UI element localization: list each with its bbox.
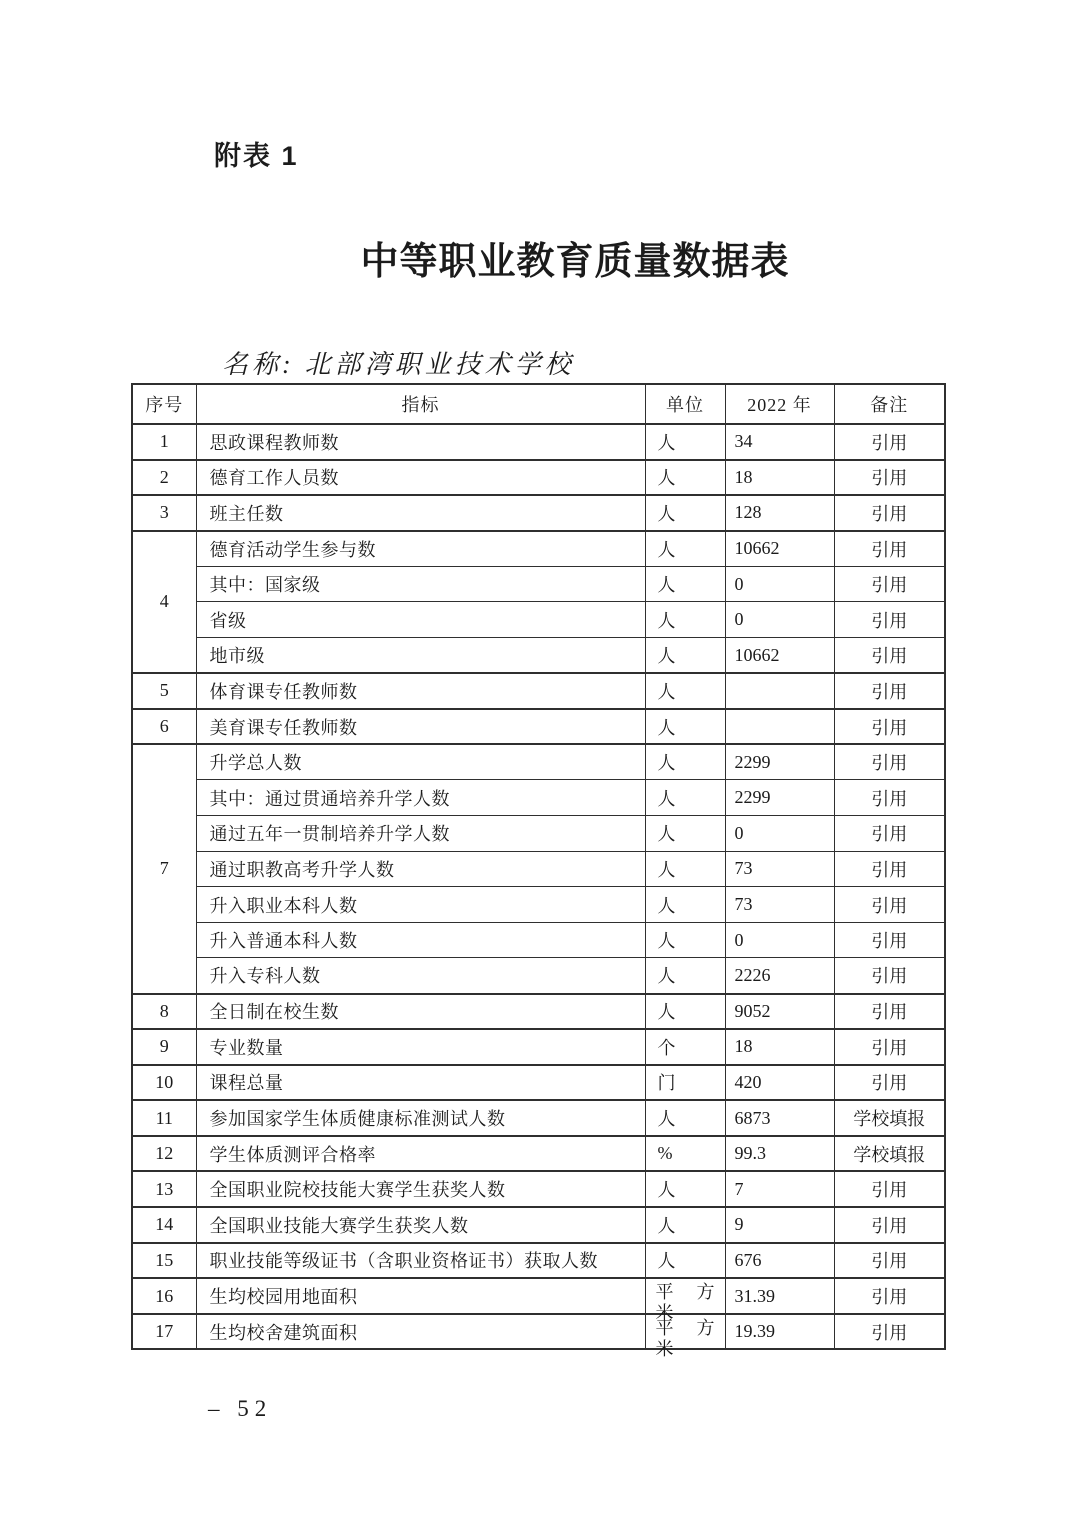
unit-cell: 人 — [645, 1100, 725, 1136]
note-cell: 引用 — [834, 744, 945, 780]
seq-cell: 12 — [132, 1136, 196, 1172]
indicator-cell: 参加国家学生体质健康标准测试人数 — [196, 1100, 645, 1136]
value-cell: 9052 — [725, 994, 834, 1030]
indicator-cell: 学生体质测评合格率 — [196, 1136, 645, 1172]
table-row — [132, 780, 945, 816]
quality-data-table — [131, 383, 946, 1359]
value-cell — [725, 673, 834, 709]
unit-cell: 人 — [645, 816, 725, 852]
indicator-cell: 升入普通本科人数 — [196, 922, 645, 958]
value-cell: 128 — [725, 495, 834, 531]
value-cell: 420 — [725, 1065, 834, 1101]
value-cell: 2226 — [725, 958, 834, 994]
unit-cell: 人 — [645, 1243, 725, 1279]
note-cell: 引用 — [834, 1029, 945, 1065]
unit-cell: 人 — [645, 709, 725, 745]
unit-cell: 人 — [645, 958, 725, 994]
seq-cell: 8 — [132, 994, 196, 1030]
seq-cell: 10 — [132, 1065, 196, 1101]
table-row — [132, 1029, 945, 1065]
unit-cell: 平 方 米 — [645, 1278, 725, 1314]
unit-cell: 人 — [645, 994, 725, 1030]
note-cell: 学校填报 — [834, 1136, 945, 1172]
value-cell: 2299 — [725, 744, 834, 780]
indicator-cell: 德育活动学生参与数 — [196, 531, 645, 567]
indicator-cell: 全日制在校生数 — [196, 994, 645, 1030]
unit-cell: 人 — [645, 1207, 725, 1243]
indicator-cell: 升入专科人数 — [196, 958, 645, 994]
note-cell: 学校填报 — [834, 1100, 945, 1136]
unit-cell: 门 — [645, 1065, 725, 1101]
table-body — [132, 424, 945, 1359]
note-cell: 引用 — [834, 1171, 945, 1207]
table-row — [132, 958, 945, 994]
value-cell: 18 — [725, 1029, 834, 1065]
seq-cell: 2 — [132, 460, 196, 496]
seq-cell: 5 — [132, 673, 196, 709]
note-cell: 引用 — [834, 1314, 945, 1350]
indicator-cell: 思政课程教师数 — [196, 424, 645, 460]
value-cell: 7 — [725, 1171, 834, 1207]
note-cell: 引用 — [834, 851, 945, 887]
unit-cell: 人 — [645, 887, 725, 923]
table-row — [132, 531, 945, 567]
unit-cell: 人 — [645, 602, 725, 638]
appendix-label: 附表 1 — [214, 141, 299, 171]
table-row — [132, 994, 945, 1030]
note-cell: 引用 — [834, 495, 945, 531]
note-cell: 引用 — [834, 1243, 945, 1279]
seq-cell: 17 — [132, 1314, 196, 1350]
unit-cell: 人 — [645, 424, 725, 460]
indicator-cell: 职业技能等级证书（含职业资格证书）获取人数 — [196, 1243, 645, 1279]
indicator-cell: 德育工作人员数 — [196, 460, 645, 496]
table-row — [132, 887, 945, 923]
seq-cell: 15 — [132, 1243, 196, 1279]
note-cell: 引用 — [834, 673, 945, 709]
note-cell: 引用 — [834, 1065, 945, 1101]
table-row — [132, 424, 945, 460]
note-cell: 引用 — [834, 709, 945, 745]
value-cell: 2299 — [725, 780, 834, 816]
table-row — [132, 851, 945, 887]
table-row — [132, 673, 945, 709]
table-row — [132, 602, 945, 638]
table-row — [132, 709, 945, 745]
unit-cell: 人 — [645, 922, 725, 958]
name-label: 名称: — [222, 350, 295, 379]
page-number: – 52 — [208, 1396, 273, 1421]
indicator-cell: 班主任数 — [196, 495, 645, 531]
unit-cell: 人 — [645, 673, 725, 709]
table-row — [132, 1065, 945, 1101]
seq-cell: 16 — [132, 1278, 196, 1314]
column-header: 序号 — [132, 384, 196, 424]
value-cell: 0 — [725, 566, 834, 602]
note-cell: 引用 — [834, 531, 945, 567]
value-cell: 9 — [725, 1207, 834, 1243]
indicator-cell: 生均校园用地面积 — [196, 1278, 645, 1314]
table-row — [132, 1207, 945, 1243]
indicator-cell: 其中：通过贯通培养升学人数 — [196, 780, 645, 816]
column-header: 单位 — [645, 384, 725, 424]
value-cell: 10662 — [725, 531, 834, 567]
table-header-row — [132, 384, 945, 424]
unit-cell: 个 — [645, 1029, 725, 1065]
seq-cell: 4 — [132, 531, 196, 673]
value-cell: 73 — [725, 851, 834, 887]
seq-cell: 3 — [132, 495, 196, 531]
unit-cell: 人 — [645, 495, 725, 531]
indicator-cell: 其中：国家级 — [196, 566, 645, 602]
note-cell: 引用 — [834, 780, 945, 816]
unit-cell: 平 方 米 — [645, 1314, 725, 1350]
note-cell: 引用 — [834, 1207, 945, 1243]
indicator-cell: 体育课专任教师数 — [196, 673, 645, 709]
value-cell: 19.39 — [725, 1314, 834, 1350]
value-cell: 73 — [725, 887, 834, 923]
school-name: 北部湾职业技术学校 — [304, 350, 575, 379]
note-cell: 引用 — [834, 460, 945, 496]
note-cell: 引用 — [834, 887, 945, 923]
indicator-cell: 省级 — [196, 602, 645, 638]
table-row — [132, 1314, 945, 1350]
indicator-cell: 地市级 — [196, 638, 645, 674]
unit-cell: 人 — [645, 780, 725, 816]
indicator-cell: 美育课专任教师数 — [196, 709, 645, 745]
school-name-line — [222, 344, 575, 381]
value-cell: 0 — [725, 922, 834, 958]
unit-cell: 人 — [645, 460, 725, 496]
column-header: 指标 — [196, 384, 645, 424]
value-cell: 10662 — [725, 638, 834, 674]
table-row — [132, 744, 945, 780]
value-cell: 676 — [725, 1243, 834, 1279]
table-row — [132, 1171, 945, 1207]
indicator-cell: 通过职教高考升学人数 — [196, 851, 645, 887]
indicator-cell: 升入职业本科人数 — [196, 887, 645, 923]
indicator-cell: 通过五年一贯制培养升学人数 — [196, 816, 645, 852]
value-cell: 31.39 — [725, 1278, 834, 1314]
table-row — [132, 460, 945, 496]
value-cell: 6873 — [725, 1100, 834, 1136]
seq-cell: 13 — [132, 1171, 196, 1207]
value-cell: 18 — [725, 460, 834, 496]
table-row — [132, 566, 945, 602]
seq-cell: 11 — [132, 1100, 196, 1136]
unit-cell: 人 — [645, 638, 725, 674]
seq-cell: 6 — [132, 709, 196, 745]
note-cell: 引用 — [834, 958, 945, 994]
table-row — [132, 1136, 945, 1172]
value-cell — [725, 709, 834, 745]
table-row — [132, 1278, 945, 1314]
note-cell: 引用 — [834, 922, 945, 958]
value-cell: 0 — [725, 602, 834, 638]
indicator-cell: 升学总人数 — [196, 744, 645, 780]
seq-cell: 14 — [132, 1207, 196, 1243]
indicator-cell: 全国职业院校技能大赛学生获奖人数 — [196, 1171, 645, 1207]
note-cell: 引用 — [834, 816, 945, 852]
note-cell: 引用 — [834, 638, 945, 674]
indicator-cell: 专业数量 — [196, 1029, 645, 1065]
unit-cell: 人 — [645, 851, 725, 887]
note-cell: 引用 — [834, 994, 945, 1030]
indicator-cell: 课程总量 — [196, 1065, 645, 1101]
column-header: 2022 年 — [725, 384, 834, 424]
note-cell: 引用 — [834, 424, 945, 460]
value-cell: 0 — [725, 816, 834, 852]
unit-cell: % — [645, 1136, 725, 1172]
unit-cell: 人 — [645, 744, 725, 780]
table-row — [132, 1100, 945, 1136]
seq-cell: 1 — [132, 424, 196, 460]
table-row — [132, 638, 945, 674]
indicator-cell: 生均校舍建筑面积 — [196, 1314, 645, 1350]
seq-cell: 9 — [132, 1029, 196, 1065]
unit-cell: 人 — [645, 531, 725, 567]
table-row — [132, 816, 945, 852]
note-cell: 引用 — [834, 602, 945, 638]
unit-cell: 人 — [645, 566, 725, 602]
note-cell: 引用 — [834, 566, 945, 602]
table-row — [132, 922, 945, 958]
page-title: 中等职业教育质量数据表 — [360, 241, 790, 283]
value-cell: 34 — [725, 424, 834, 460]
column-header: 备注 — [834, 384, 945, 424]
indicator-cell: 全国职业技能大赛学生获奖人数 — [196, 1207, 645, 1243]
table-row — [132, 495, 945, 531]
note-cell: 引用 — [834, 1278, 945, 1314]
seq-cell: 7 — [132, 744, 196, 993]
table-row — [132, 1243, 945, 1279]
value-cell: 99.3 — [725, 1136, 834, 1172]
unit-cell: 人 — [645, 1171, 725, 1207]
